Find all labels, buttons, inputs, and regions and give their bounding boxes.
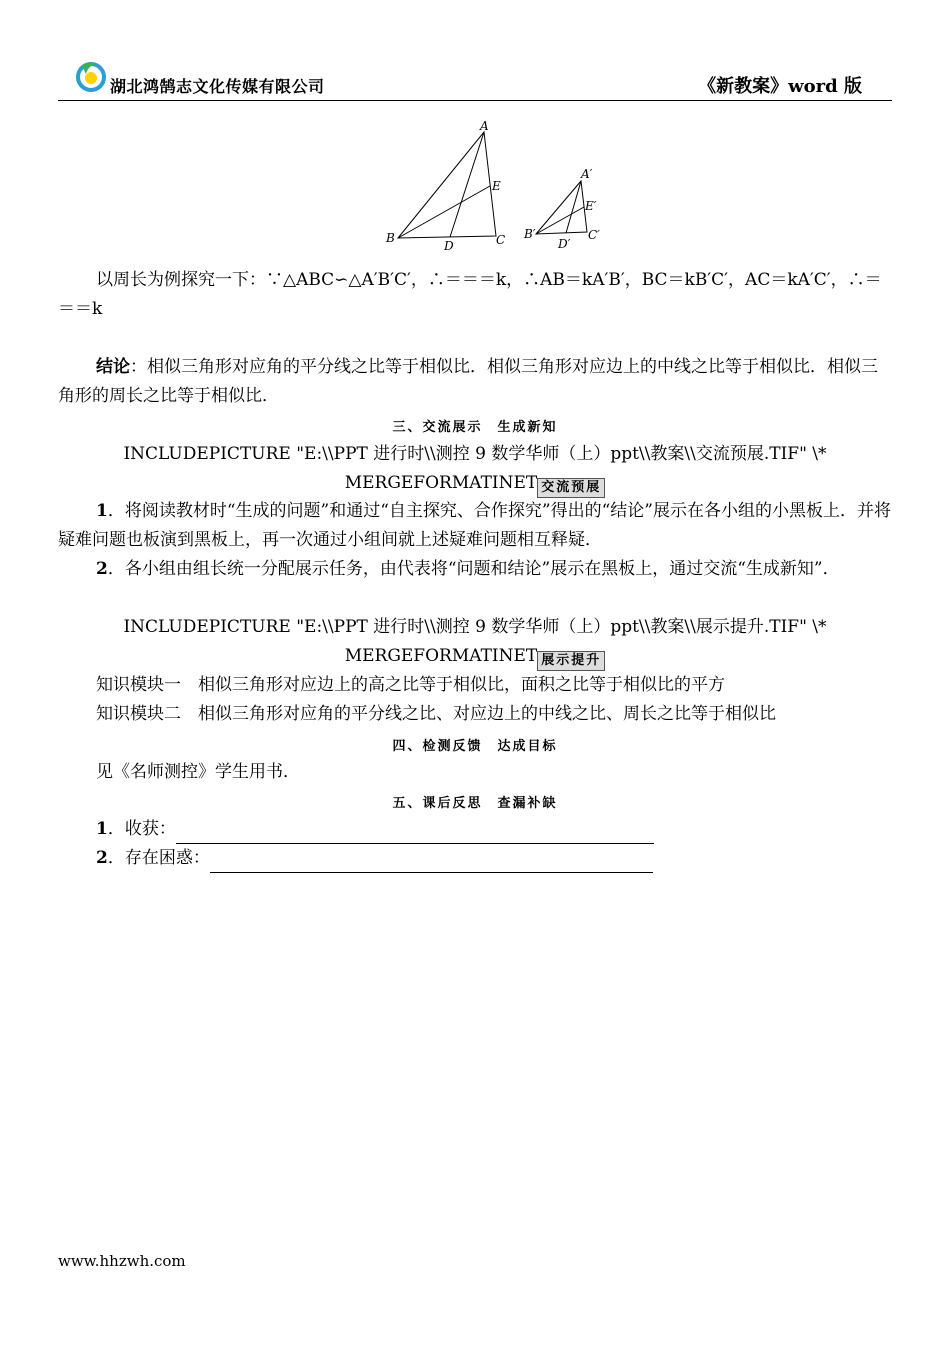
page-header [58,56,892,101]
company-name: 湖北鸿鹄志文化传媒有限公司 [110,77,325,96]
harvest-line [58,815,892,844]
label-c: C [496,233,506,247]
confusion-line [58,844,892,873]
harvest-label: ．收获： [107,819,176,839]
item-number: 1 [96,501,108,521]
company-logo-icon [74,58,108,92]
label-b: B [386,231,395,245]
conclusion-text: ：相似三角形对应角的平分线之比等于相似比．相似三角形对应边上的中线之比等于相似比．相似三角形的周长之比等于相似比． [58,357,878,406]
list-item [58,497,892,555]
section-heading-3: 三、交流展示 生成新知 [392,420,558,435]
similar-triangles-figure [370,112,620,262]
perimeter-paragraph: 以周长为例探究一下：∵△ABC∽△A′B′C′，∴＝＝＝k，∴AB＝kA′B′，BC＝kB′C′，AC＝kA′C′，∴＝＝＝k [58,270,882,319]
bisector-b-prime-e-prime [536,207,584,234]
conclusion-label: 结论 [96,357,130,377]
see-workbook-text: 见《名师测控》学生用书． [96,762,300,782]
median-ad [450,132,484,237]
triangle-a-prime [536,181,587,234]
label-d-prime: D′ [558,237,571,251]
label-a: A [480,119,489,133]
item-text: ．将阅读教材时“生成的问题”和通过“自主探究、合作探究”得出的“结论”展示在各小组的小黑板上．并将疑难问题也板演到黑板上，再一次通过小组间就上述疑难问题相互释疑． [58,501,891,550]
section-heading-5: 五、课后反思 查漏补缺 [392,796,558,811]
edition-label: 《新教案》word 版 [698,76,862,97]
median-a-prime-d-prime [566,181,581,233]
label-d: D [444,239,454,253]
bisector-be [398,186,490,238]
confusion-label: ．存在困惑： [107,848,210,868]
item-number: 2 [96,848,108,868]
harvest-blank[interactable] [176,821,654,844]
label-e: E [492,179,501,193]
include-field-2-line2: MERGEFORMATINET [344,646,538,666]
label-c-prime: C′ [588,228,600,242]
exchange-preview-tag: 交流预展 [537,478,605,498]
section-heading-4: 四、检测反馈 达成目标 [392,739,558,754]
footer-url[interactable]: www.hhzwh.com [58,1252,186,1270]
knowledge-module-2: 知识模块二 相似三角形对应角的平分线之比、对应边上的中线之比、周长之比等于相似比 [96,704,776,724]
display-improve-tag: 展示提升 [537,651,605,671]
conclusion-paragraph [58,353,892,411]
include-field-1 [58,440,892,498]
knowledge-module-1: 知识模块一 相似三角形对应边上的高之比等于相似比，面积之比等于相似比的平方 [96,675,725,695]
include-field-2-line1: INCLUDEPICTURE "E:\\PPT 进行时\\测控 9 数学华师（上）ppt\\教案\\展示提升.TIF" \* [123,617,827,637]
triangle-abc [398,132,496,238]
include-field-1-line2: MERGEFORMATINET [344,473,538,493]
item-text: ．各小组由组长统一分配展示任务，由代表将“问题和结论”展示在黑板上，通过交流“生成新知”． [107,559,840,579]
item-number: 2 [96,559,108,579]
list-item [58,555,892,584]
item-number: 1 [96,819,108,839]
label-b-prime: B′ [524,227,536,241]
confusion-blank[interactable] [210,850,653,873]
label-a-prime: A′ [581,167,593,181]
include-field-2 [58,613,892,671]
label-e-prime: E′ [585,199,597,213]
include-field-1-line1: INCLUDEPICTURE "E:\\PPT 进行时\\测控 9 数学华师（上）ppt\\教案\\交流预展.TIF" \* [123,444,827,464]
